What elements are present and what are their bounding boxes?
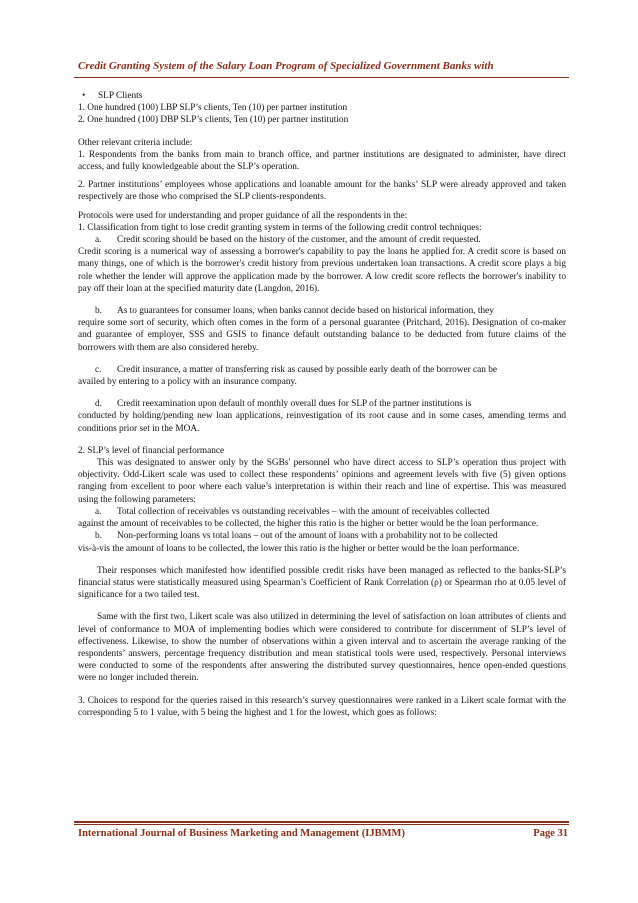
item-a [95,234,566,246]
item-d-label: d. [95,399,102,410]
param-b-first: Non-performing loans vs total loans – out of the amount of loans with a probability not to be collected [117,531,498,542]
criteria-1: 1. Respondents from the banks from main to branch office, and partner institutions are designated to administer, have direct access, and fully knowledgeable about the SLP’s operation. [78,149,566,173]
item-c-first: Credit insurance, a matter of transferring risk as caused by possible early death of the borrower can be [117,364,497,375]
item-d-first: Credit reexamination upon default of monthly overall dues for SLP of the partner institutions is [117,399,472,410]
likert-paragraph: Same with the first two, Likert scale was also utilized in determining the level of satisfaction on loan attributes of clients and level of conformance to MOA of implementing bodies which were considered to contribute for discernment of SLP’s level of effectiveness. Likewise, to show the number of observations within a given interval and to ascertain the average ranking of the respondents’ answers, percentage frequency distribution and mean statistical tools were used, respectively. Personal interviews were conducted to some of the respondents after answering the distributed survey questionnaires, hence open-ended questions were no longer included therein. [78,612,566,684]
param-b-rest: vis-à-vis the amount of loans to be collected, the lower this ratio is the higher or better would be the loan performance. [78,543,520,554]
item-a-rest: Credit scoring is a numerical way of assessing a borrower's capability to pay the loans he applied for. A credit score is based on many things, one of which is the borrower's credit history from previous undertaken loan transactions. A credit score plays a big role whether the lender will approve the application made by the borrower. A low credit score reflects the borrower's inability to pay off their loan at the specified maturity date (Langdon, 2016). [78,247,566,294]
item-b-label: b. [95,306,102,317]
footer-journal: International Journal of Business Marketing and Management (IJBMM) [78,828,405,839]
protocols-heading: Protocols were used for understanding and proper guidance of all the respondents in the: [78,210,408,221]
param-a [95,506,566,518]
item-b [95,305,566,317]
item-c [95,364,566,376]
classification-heading: 1. Classification from tight to lose credit granting system in terms of the following credit control techniques: [78,222,482,233]
slp-item-2: 2. One hundred (100) DBP SLP’s clients, Ten (10) per partner institution [78,115,349,126]
param-b [95,530,566,542]
choices-paragraph: 3. Choices to respond for the queries raised in this research’s survey questionnaires were ranked in a Likert scale format with the corresponding 5 to 1 value, with 5 being the highest and 1 for the lowest, which goes as follows: [78,695,566,718]
item-a-first: Credit scoring should be based on the history of the customer, and the amount of credit requested. [117,235,481,246]
item-c-label: c. [95,364,102,375]
param-a-rest: against the amount of receivables to be collected, the higher this ratio is the higher or better would be the loan performance. [78,519,539,530]
responses-paragraph: Their responses which manifested how identified possible credit risks have been managed as reflected to the banks-SLP’s financial status were statistically measured using Spearman’s Coefficient of Rank Correlation (ρ) or Spearman rho at 0.05 level of significance for a two tailed test. [78,565,566,601]
page-body [78,90,566,719]
slp-clients-bullet [82,90,566,102]
param-a-first: Total collection of receivables vs outstanding receivables – with the amount of receivables collected [117,506,490,517]
criteria-2: 2. Partner institutions’ employees whose applications and loanable amount for the banks’ SLP were already approved and taken respectively are those who comprised the SLP clients-respondents. [78,180,566,203]
item-d [95,398,566,410]
level-paragraph: This was designated to answer only by the SGBs' personnel who have direct access to SLP’s operation thus project with objectivity. Odd-Likert scale was used to collect these respondents’ opinions and agreement levels with five (5) given options ranging from excellent to poor where each value’s interpretation is within their reach and line of expertise. This was measured using the following parameters: [78,458,566,505]
slp-item-1: 1. One hundred (100) LBP SLP’s clients, Ten (10) per partner institution [78,103,348,114]
running-header: Credit Granting System of the Salary Loan Program of Specialized Government Banks with [78,60,494,72]
item-a-label: a. [95,235,102,246]
slp-clients-title: SLP Clients [98,91,143,101]
item-d-rest: conducted by holding/pending new loan applications, reinvestigation of its root cause and in some cases, amending terms and conditions prior set in the MOA. [78,411,566,434]
item-b-first: As to guarantees for consumer loans, when banks cannot decide based on historical information, they [117,306,494,317]
param-a-label: a. [95,506,102,517]
running-footer [78,828,568,839]
page-number: Page 31 [533,828,568,839]
item-b-rest: require some sort of security, which often comes in the form of a personal guarantee (Pritchard, 2016). Designation of co-maker and guarantee of employer, SSS and GSIS to finance default outstanding balance to be deducted from future claims of the borrowers with them are also considered hereby. [78,318,566,353]
bullet-icon: • [82,91,86,101]
level-heading: 2. SLP’s level of financial performance [78,445,225,456]
footer-rule-thin [74,824,569,825]
header-rule [74,77,569,78]
footer-rule-thick [74,821,569,823]
param-b-label: b. [95,531,102,542]
item-c-rest: availed by entering to a policy with an insurance company. [78,377,297,388]
other-criteria-heading: Other relevant criteria include: [78,137,193,148]
